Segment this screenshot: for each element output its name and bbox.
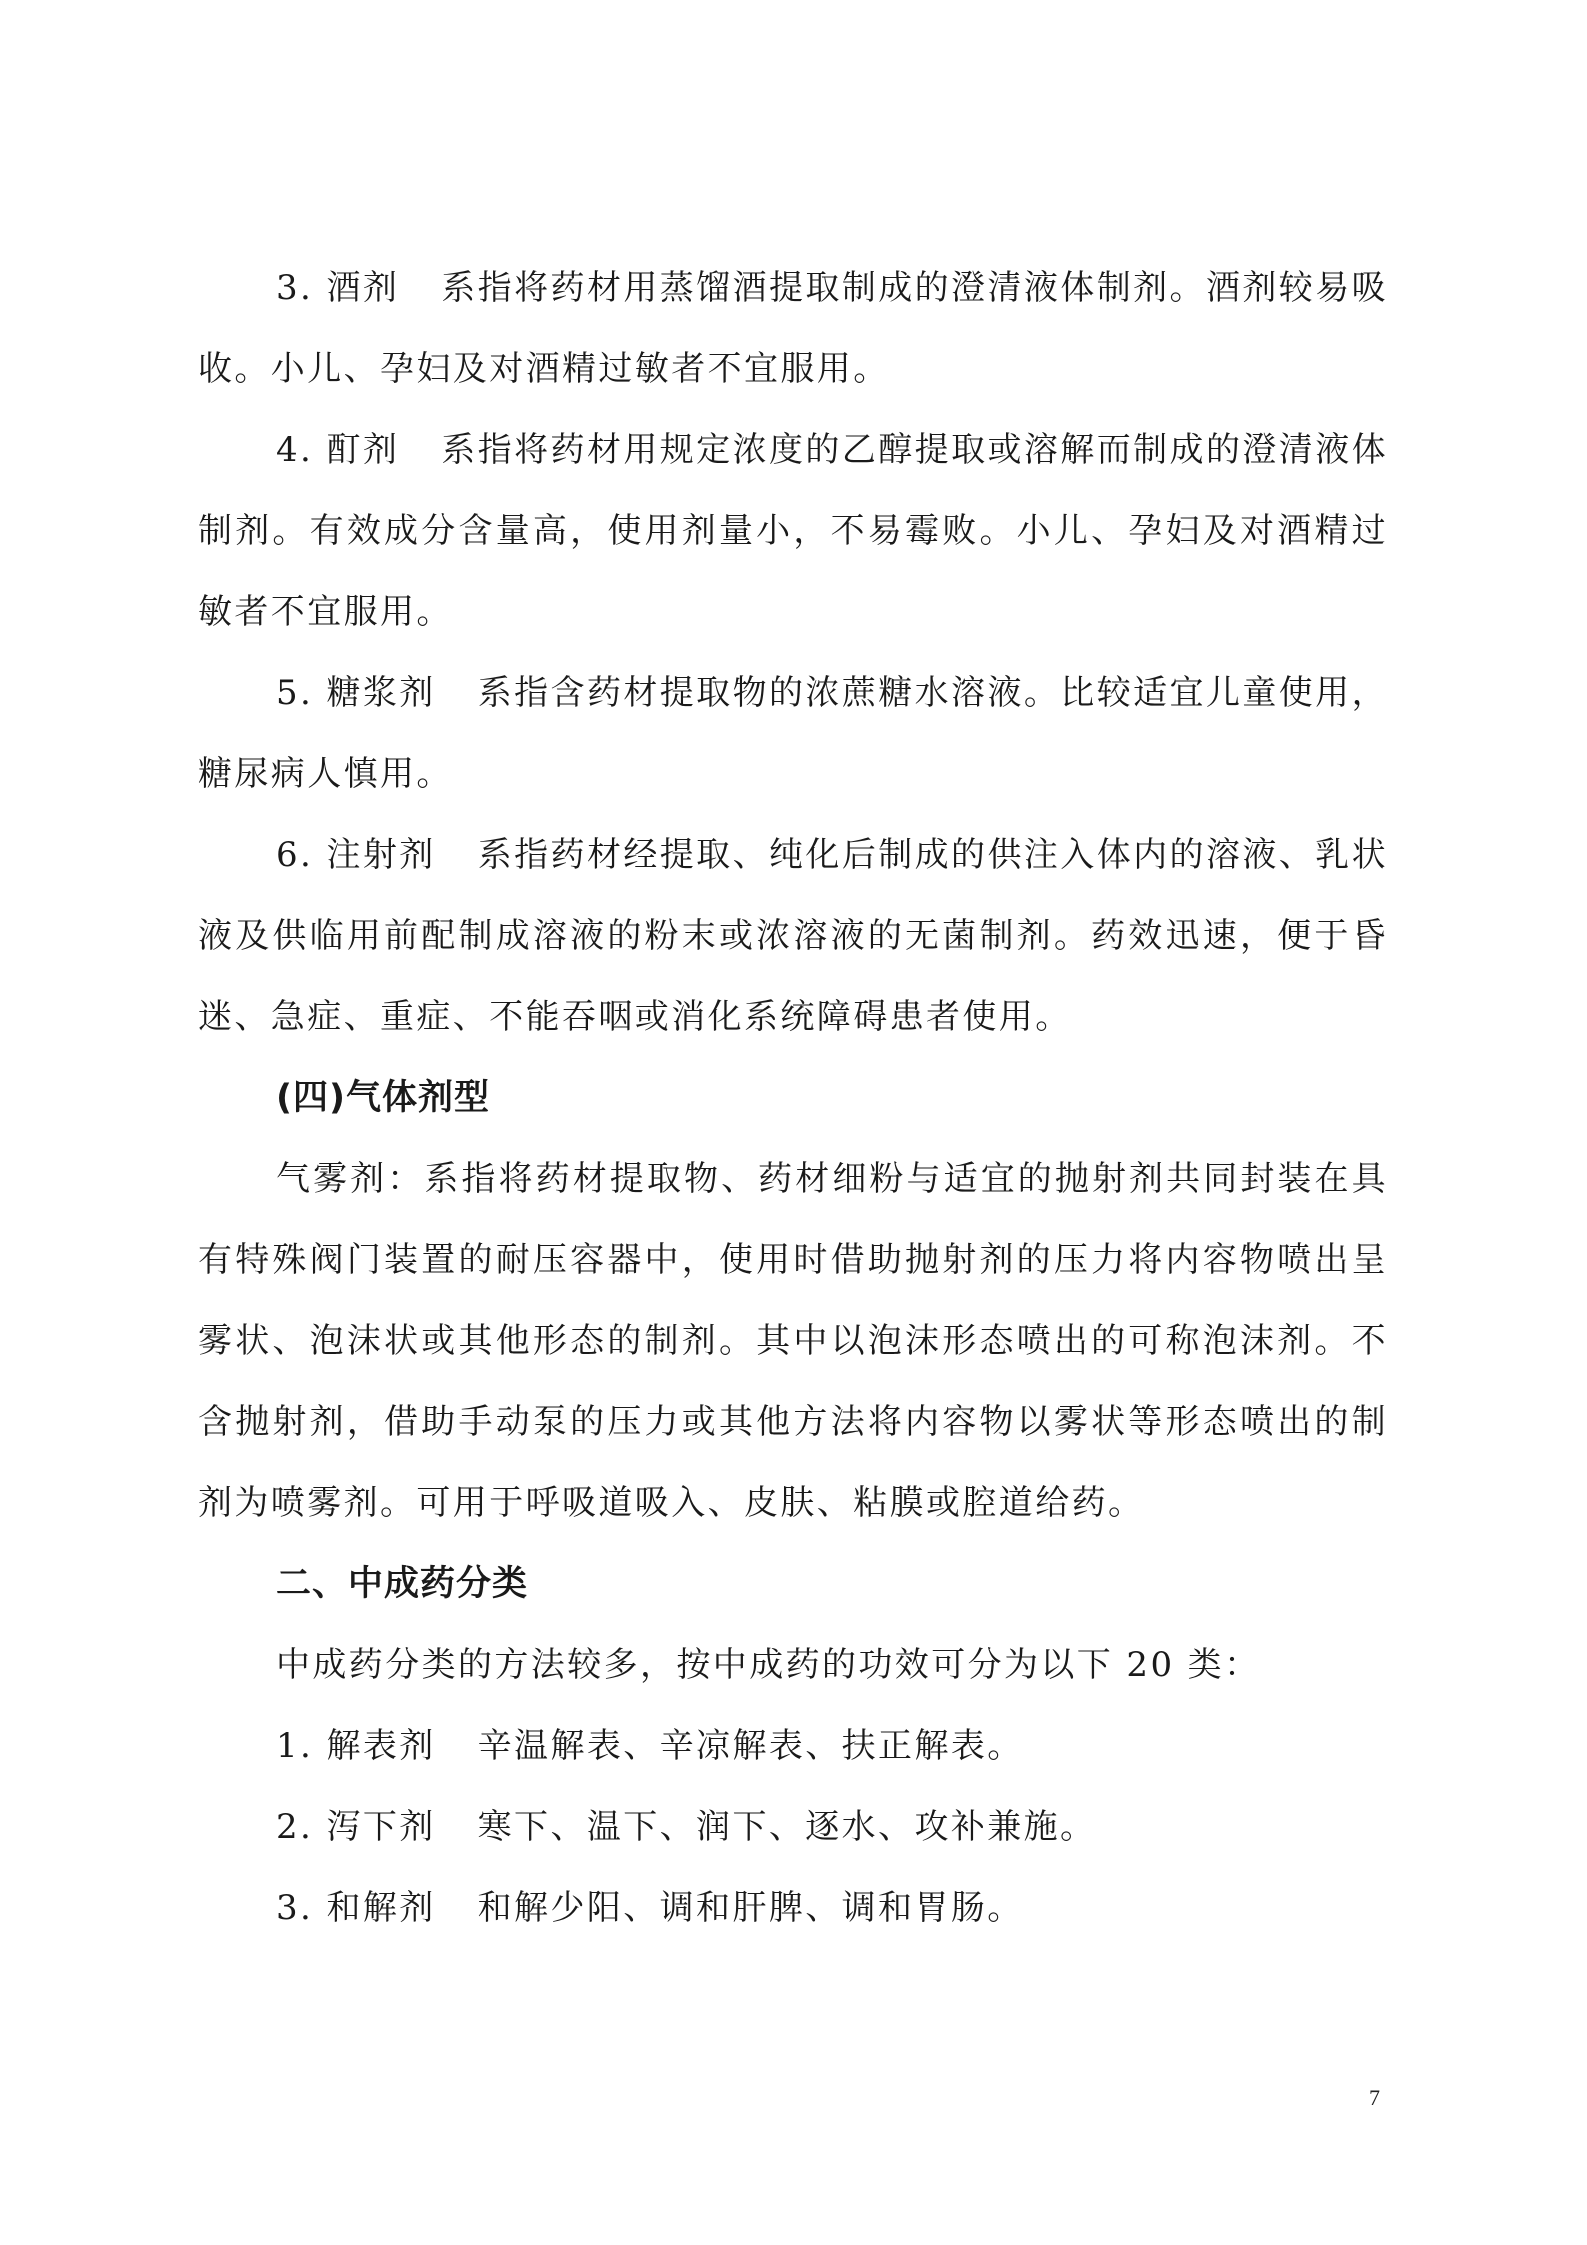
class-description: 寒下、温下、润下、逐水、攻补兼施。 [477,1807,1097,1847]
paragraph-syrup [198,653,1388,815]
class-label: 3. 和解剂 [276,1888,436,1928]
term-description: 系指含药材提取物的浓蔗糖水溶液。比较适宜儿童使用，糖尿病人慎用。 [198,673,1388,794]
term-description: 系指将药材用蒸馏酒提取制成的澄清液体制剂。酒剂较易吸收。小儿、孕妇及对酒精过敏者不宜服用。 [198,268,1389,389]
class-description: 和解少阳、调和肝脾、调和胃肠。 [477,1888,1024,1928]
page-number: 7 [1369,2085,1380,2110]
term-description: 系指药材经提取、纯化后制成的供注入体内的溶液、乳状液及供临用前配制成溶液的粉末或浓溶液的无菌制剂。药效迅速，便于昏迷、急症、重症、不能吞咽或消化系统障碍患者使用。 [198,835,1388,1037]
class-label: 1. 解表剂 [276,1726,436,1766]
paragraph-classification-intro: 中成药分类的方法较多，按中成药的功效可分为以下 20 类： [276,1645,1261,1685]
term-label: 4. 酊剂 [276,430,400,470]
paragraph-tincture [198,410,1388,653]
document-page [198,248,1388,1949]
class-item [198,1868,1388,1949]
class-label: 2. 泻下剂 [276,1807,436,1847]
term-label: 5. 糖浆剂 [276,673,436,713]
class-description: 辛温解表、辛凉解表、扶正解表。 [477,1726,1024,1766]
term-label: 3. 酒剂 [276,268,400,308]
paragraph-injection [198,815,1388,1058]
class-item [198,1706,1388,1787]
class-item [198,1787,1388,1868]
section-heading-classification: 二、中成药分类 [276,1564,529,1604]
term-description: 系指将药材用规定浓度的乙醇提取或溶解而制成的澄清液体制剂。有效成分含量高，使用剂量小，不易霉败。小儿、孕妇及对酒精过敏者不宜服用。 [198,430,1389,632]
paragraph-liquor-preparation [198,248,1388,410]
paragraph-aerosol: 气雾剂：系指将药材提取物、药材细粉与适宜的抛射剂共同封装在具有特殊阀门装置的耐压容器中，使用时借助抛射剂的压力将内容物喷出呈雾状、泡沫状或其他形态的制剂。其中以泡沫形态喷出的可称泡沫剂。不含抛射剂，借助手动泵的压力或其他方法将内容物以雾状等形态喷出的制剂为喷雾剂。可用于呼吸道吸入、皮肤、粘膜或腔道给药。 [198,1159,1388,1523]
section-heading-gas-dosage: (四)气体剂型 [276,1078,490,1118]
term-label: 6. 注射剂 [276,835,436,875]
